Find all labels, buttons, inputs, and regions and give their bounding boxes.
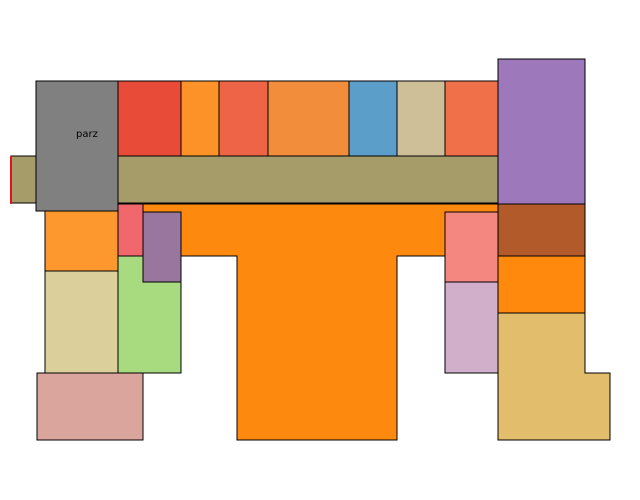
room-salmon[interactable] [445, 212, 498, 282]
left-stub[interactable] [11, 156, 37, 203]
room-top-6[interactable] [397, 81, 445, 156]
room-left-beige[interactable] [45, 271, 118, 373]
room-left-orange[interactable] [45, 211, 118, 271]
corridor[interactable] [118, 156, 498, 203]
room-parz[interactable] [36, 81, 118, 211]
room-right-bottom[interactable] [498, 313, 610, 440]
room-top-1[interactable] [118, 81, 181, 156]
room-right-tall[interactable] [498, 59, 585, 204]
room-top-5[interactable] [349, 81, 397, 156]
room-lilac[interactable] [445, 282, 498, 373]
room-right-orange[interactable] [498, 256, 585, 313]
room-top-7[interactable] [445, 81, 498, 156]
room-parz-label: parz [76, 129, 98, 140]
room-right-brown[interactable] [498, 204, 585, 256]
room-small-red[interactable] [118, 204, 143, 256]
room-top-4[interactable] [268, 81, 349, 156]
room-small-purple[interactable] [143, 212, 181, 282]
room-top-3[interactable] [219, 81, 268, 156]
room-top-2[interactable] [181, 81, 219, 156]
room-left-pink[interactable] [37, 373, 143, 440]
